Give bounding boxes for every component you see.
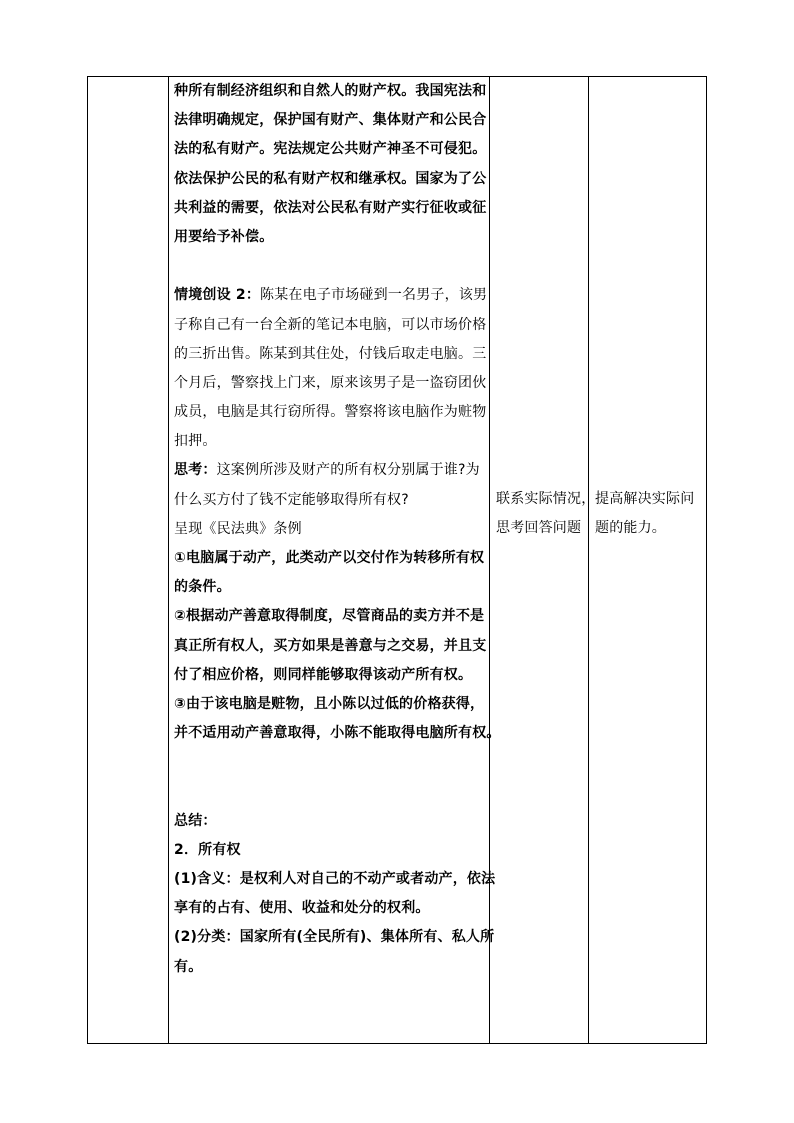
law-point-line: ②根据动产善意取得制度，尽管商品的卖方并不是 bbox=[174, 608, 485, 625]
text-line: 种所有制经济组织和自然人的财产权。我国宪法和 bbox=[174, 83, 487, 99]
text-line: 共利益的需要，依法对公民私有财产实行征收或征 bbox=[174, 199, 487, 216]
scenario-first-line: 情境创设 2：陈某在电子市场碰到一名男子，该男 bbox=[174, 287, 488, 304]
text-line: 的三折出售。陈某到其住处，付钱后取走电脑。三 bbox=[174, 345, 487, 362]
student-activity-line: 联系实际情况， bbox=[496, 491, 596, 507]
text-line: 法的私有财产。宪法规定公共财产神圣不可侵犯。 bbox=[174, 141, 487, 158]
law-point-line: ③由于该电脑是赃物，且小陈以过低的价格获得， bbox=[174, 695, 485, 712]
think-label: 思考： bbox=[174, 462, 217, 479]
design-intent-line: 提高解决实际问 bbox=[595, 491, 695, 507]
summary-line: 2．所有权 bbox=[174, 841, 241, 858]
summary-line: (1)含义：是权利人对自己的不动产或者动产，依法 bbox=[174, 871, 496, 888]
law-point-line: 的条件。 bbox=[174, 579, 231, 596]
lesson-table bbox=[87, 76, 707, 1044]
design-intent-line: 题的能力。 bbox=[595, 520, 666, 536]
law-intro: 呈现《民法典》条例 bbox=[174, 520, 302, 537]
summary-line: 享有的占有、使用、收益和处分的权利。 bbox=[174, 900, 430, 917]
text-line: 法律明确规定，保护国有财产、集体财产和公民合 bbox=[174, 112, 487, 129]
law-point-line: 真正所有权人，买方如果是善意与之交易，并且支 bbox=[174, 637, 487, 654]
text-line: 成员，电脑是其行窃所得。警察将该电脑作为赃物 bbox=[174, 404, 487, 421]
design-intent-column bbox=[588, 77, 708, 1043]
text-line: 子称自己有一台全新的笔记本电脑，可以市场价格 bbox=[174, 316, 487, 333]
scenario-label: 情境创设 2： bbox=[174, 287, 261, 304]
summary-line: (2)分类：国家所有(全民所有)、集体所有、私人所 bbox=[174, 929, 495, 946]
text-line: 个月后，警察找上门来，原来该男子是一盗窃团伙 bbox=[174, 374, 487, 391]
law-point-line: 付了相应价格，则同样能够取得该动产所有权。 bbox=[174, 666, 473, 683]
law-point-line: 并不适用动产善意取得，小陈不能取得电脑所有权。 bbox=[174, 725, 501, 742]
section-column bbox=[88, 77, 168, 1043]
think-first-line: 思考：这案例所涉及财产的所有权分别属于谁?为 bbox=[174, 462, 480, 479]
summary-label: 总结： bbox=[174, 812, 217, 829]
teaching-content-column bbox=[168, 77, 501, 1043]
text-line: 什么买方付了钱不定能够取得所有权? bbox=[174, 491, 409, 508]
text-line: 扣押。 bbox=[174, 433, 217, 450]
student-activity-line: 思考回答问题 bbox=[496, 520, 582, 536]
summary-line: 有。 bbox=[174, 958, 203, 975]
text-line: 依法保护公民的私有财产权和继承权。国家为了公 bbox=[174, 170, 487, 187]
text-line: 用要给予补偿。 bbox=[174, 228, 274, 245]
student-activity-column bbox=[489, 77, 596, 1043]
law-point-line: ①电脑属于动产，此类动产以交付作为转移所有权 bbox=[174, 550, 485, 566]
